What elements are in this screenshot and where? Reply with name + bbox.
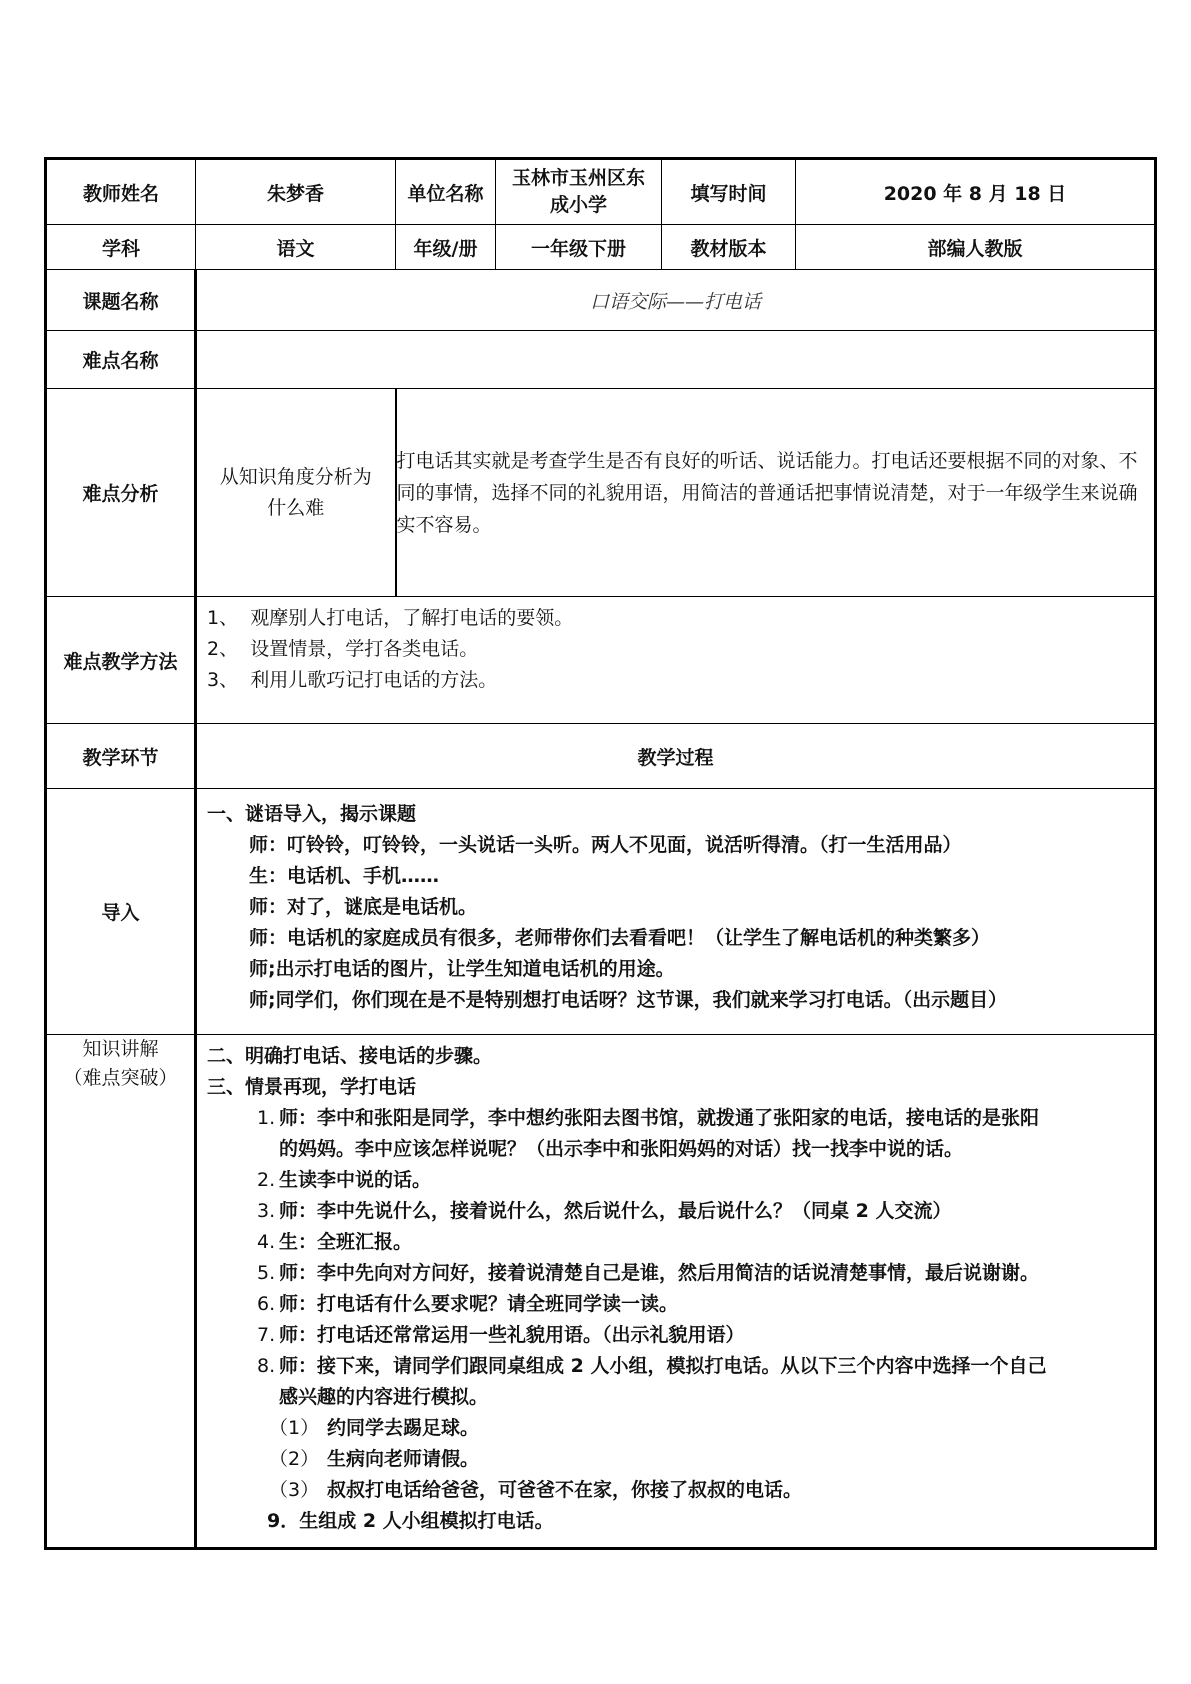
option-item [207, 1413, 1144, 1444]
option-num: （3） [269, 1479, 320, 1501]
intro-row [46, 789, 1156, 1035]
step-num: 2. [257, 1169, 276, 1191]
step-num: 4. [257, 1231, 276, 1253]
knowledge-last-line: 9．生组成 2 人小组模拟打电话。 [267, 1510, 554, 1532]
option-item [207, 1444, 1144, 1475]
analysis-label: 难点分析 [46, 389, 196, 597]
unit-label: 单位名称 [396, 159, 496, 225]
knowledge-content [197, 1035, 1154, 1543]
step-label: 教学环节 [46, 724, 196, 789]
step-text: 师：李中先向对方问好，接着说清楚自己是谁，然后用简洁的话说清楚事情，最后说谢谢。 [279, 1262, 1040, 1284]
step-text: 师：李中和张阳是同学，李中想约张阳去图书馆，就拨通了张阳家的电话，接电话的是张阳 [279, 1107, 1040, 1129]
grade-label: 年级/册 [396, 225, 496, 270]
header-row [46, 159, 1156, 225]
step-item [207, 1320, 1144, 1351]
method-num: 2、 [207, 638, 239, 660]
option-text: 生病向老师请假。 [327, 1448, 480, 1470]
step-text: 生：全班汇报。 [279, 1231, 413, 1253]
intro-label: 导入 [46, 789, 196, 1035]
option-text: 约同学去踢足球。 [327, 1417, 480, 1439]
analysis-row [46, 389, 1156, 597]
method-item [207, 603, 1144, 634]
subject-row [46, 225, 1156, 270]
edition-value: 部编人教版 [796, 225, 1156, 270]
step-num: 8. [257, 1355, 276, 1377]
intro-line: 师;同学们，你们现在是不是特别想打电话呀？这节课，我们就来学习打电话。（出示题目） [249, 989, 1008, 1011]
topic-label: 课题名称 [46, 270, 196, 331]
difficulty-name-row [46, 331, 1156, 389]
method-num: 1、 [207, 607, 239, 629]
intro-line: 师;出示打电话的图片，让学生知道电话机的用途。 [249, 958, 675, 980]
unit-value: 玉林市玉州区东成小学 [496, 159, 662, 225]
fill-time-value: 2020 年 8 月 18 日 [796, 159, 1156, 225]
subject-value: 语文 [196, 225, 396, 270]
fill-time-label: 填写时间 [662, 159, 796, 225]
step-text: 师：打电话有什么要求呢？请全班同学读一读。 [279, 1293, 679, 1315]
knowledge-heading-2: 二、明确打电话、接电话的步骤。 [207, 1045, 493, 1067]
intro-content [197, 789, 1154, 1026]
edition-label: 教材版本 [662, 225, 796, 270]
knowledge-label-line1: 知识讲解 [82, 1038, 159, 1060]
step-text: 师：接下来，请同学们跟同桌组成 2 人小组，模拟打电话。从以下三个内容中选择一个自己 [279, 1355, 1047, 1377]
methods-list [197, 597, 1154, 702]
step-num: 1. [257, 1107, 276, 1129]
grade-value: 一年级下册 [496, 225, 662, 270]
step-text: 师：李中先说什么，接着说什么，然后说什么，最后说什么？（同桌 2 人交流） [279, 1200, 952, 1222]
step-text: 师：打电话还常常运用一些礼貌用语。（出示礼貌用语） [279, 1324, 745, 1346]
intro-line: 生：电话机、手机…… [249, 865, 440, 887]
knowledge-cell [196, 1035, 1156, 1549]
process-header-row [46, 724, 1156, 789]
step-item [207, 1258, 1144, 1289]
subject-label: 学科 [46, 225, 196, 270]
step-num: 5. [257, 1262, 276, 1284]
knowledge-row [46, 1035, 1156, 1549]
lesson-plan-table [44, 157, 1157, 1550]
methods-row [46, 597, 1156, 724]
method-text: 设置情景，学打各类电话。 [250, 638, 479, 660]
intro-line: 师：对了，谜底是电话机。 [249, 896, 478, 918]
knowledge-heading-3: 三、情景再现，学打电话 [207, 1076, 417, 1098]
process-label: 教学过程 [196, 724, 1156, 789]
step-num: 6. [257, 1293, 276, 1315]
option-item [207, 1475, 1144, 1506]
step-item [207, 1196, 1144, 1227]
option-text: 叔叔打电话给爸爸，可爸爸不在家，你接了叔叔的电话。 [327, 1479, 803, 1501]
topic-value: 口语交际——打电话 [196, 270, 1156, 331]
step-num: 7. [257, 1324, 276, 1346]
teacher-value: 朱梦香 [196, 159, 396, 225]
option-num: （1） [269, 1417, 320, 1439]
step-item [207, 1103, 1144, 1134]
step-text: 生读李中说的话。 [279, 1169, 432, 1191]
knowledge-label-line2: （难点突破） [63, 1067, 178, 1089]
method-item [207, 665, 1144, 696]
step-cont: 感兴趣的内容进行模拟。 [279, 1386, 489, 1408]
method-num: 3、 [207, 669, 239, 691]
knowledge-label [46, 1035, 196, 1549]
step-item [207, 1165, 1144, 1196]
step-item [207, 1289, 1144, 1320]
teacher-label: 教师姓名 [46, 159, 196, 225]
intro-line: 师：叮铃铃，叮铃铃，一头说话一头听。两人不见面，说活听得清。（打一生活用品） [249, 834, 962, 856]
analysis-text: 打电话其实就是考查学生是否有良好的听话、说话能力。打电话还要根据不同的对象、不同的事情，选择不同的礼貌用语，用简洁的普通话把事情说清楚，对于一年级学生来说确实不容易。 [396, 389, 1156, 597]
methods-cell [196, 597, 1156, 724]
methods-label: 难点教学方法 [46, 597, 196, 724]
analysis-sub-label: 从知识角度分析为什么难 [196, 389, 396, 597]
difficulty-name-label: 难点名称 [46, 331, 196, 389]
step-num: 3. [257, 1200, 276, 1222]
intro-line: 师：电话机的家庭成员有很多，老师带你们去看看吧！（让学生了解电话机的种类繁多） [249, 927, 991, 949]
method-text: 利用儿歌巧记打电话的方法。 [250, 669, 498, 691]
method-text: 观摩别人打电话，了解打电话的要领。 [250, 607, 574, 629]
step-item [207, 1351, 1144, 1382]
step-item [207, 1227, 1144, 1258]
method-item [207, 634, 1144, 665]
intro-cell [196, 789, 1156, 1035]
intro-heading: 一、谜语导入，揭示课题 [207, 803, 417, 825]
step-cont: 的妈妈。李中应该怎样说呢？（出示李中和张阳妈妈的对话）找一找李中说的话。 [279, 1138, 964, 1160]
topic-row [46, 270, 1156, 331]
difficulty-name-value [196, 331, 1156, 389]
option-num: （2） [269, 1448, 320, 1470]
